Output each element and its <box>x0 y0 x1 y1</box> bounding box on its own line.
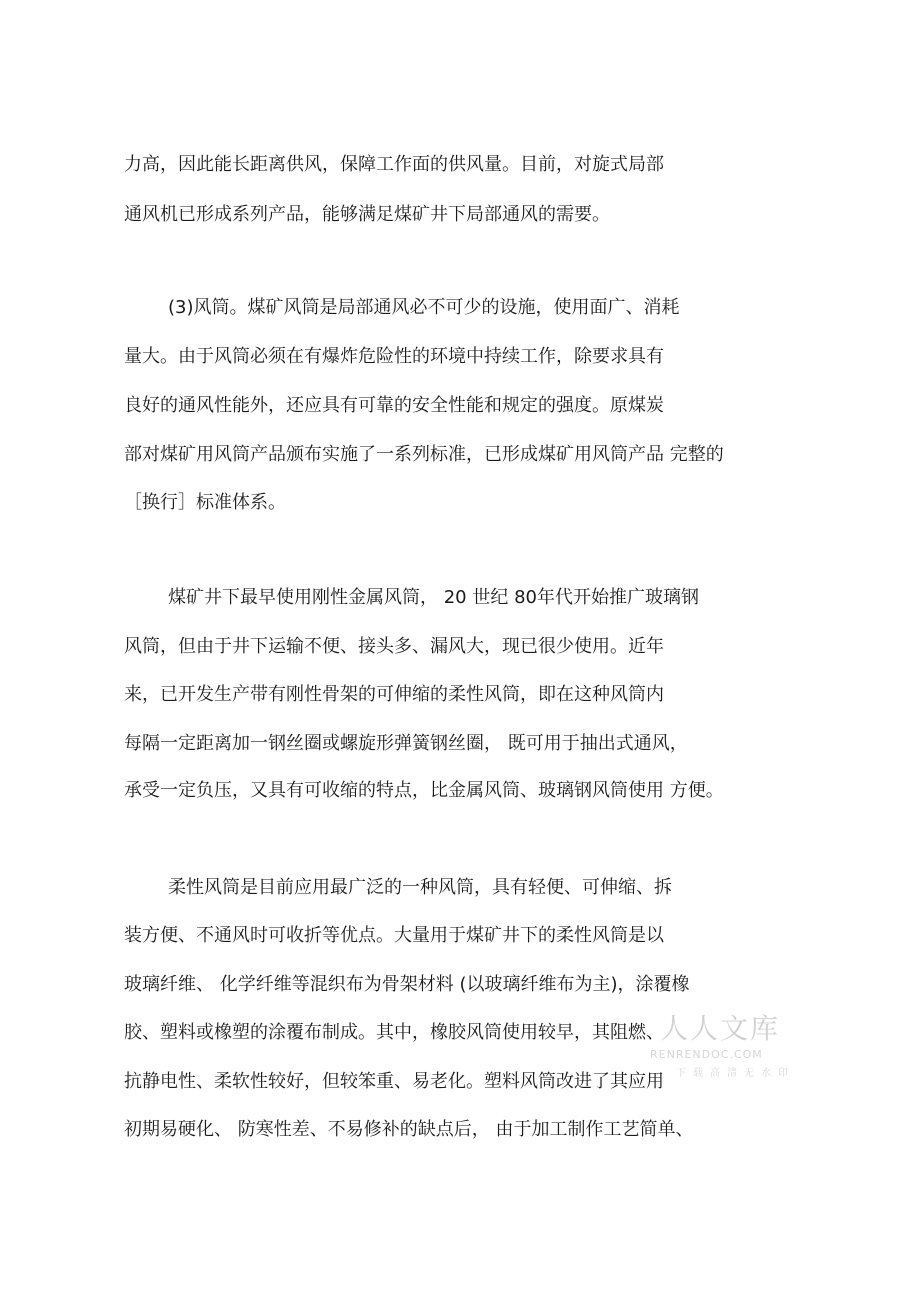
text-line: 良好的通风性能外，还应具有可靠的安全性能和规定的强度。原煤炭 <box>124 395 664 416</box>
watermark-domain: RENRENDOC.COM <box>650 1048 763 1061</box>
text-line: 柔性风筒是目前应用最广泛的一种风筒，具有轻便、可伸缩、拆 <box>168 877 672 898</box>
text-line: 量大。由于风筒必须在有爆炸危险性的环境中持续工作，除要求具有 <box>124 346 664 367</box>
text-line: 胶、塑料或橡塑的涂覆布制成。其中，橡胶风筒使用较早，其阻燃、 <box>124 1022 664 1043</box>
text-line: 煤矿井下最早使用刚性金属风筒， 20 世纪 80年代开始推广玻璃钢 <box>168 587 699 608</box>
text-line: 抗静电性、柔软性较好，但较笨重、易老化。塑料风筒改进了其应用 <box>124 1071 664 1092</box>
text-line: 来，已开发生产带有刚性骨架的可伸缩的柔性风筒，即在这种风筒内 <box>124 684 664 705</box>
text-line: 力高，因此能长距离供风，保障工作面的供风量。目前，对旋式局部 <box>124 154 664 175</box>
watermark-slogan: 下载高清无水印 <box>676 1068 795 1079</box>
watermark-title: 人人文库 <box>660 1012 781 1045</box>
text-line: ［换行］标准体系。 <box>124 492 286 513</box>
watermark <box>640 1012 795 1082</box>
text-line: 装方便、不通风时可收折等优点。大量用于煤矿井下的柔性风筒是以 <box>124 925 664 946</box>
text-line: 通风机已形成系列产品，能够满足煤矿井下局部通风的需要。 <box>124 204 610 225</box>
text-line: 承受一定负压，又具有可收缩的特点，比金属风筒、玻璃钢风筒使用 方便。 <box>124 780 724 801</box>
text-line: 玻璃纤维、 化学纤维等混织布为骨架材料 (以玻璃纤维布为主)，涂覆橡 <box>124 974 690 995</box>
text-line: 每隔一定距离加一钢丝圈或螺旋形弹簧钢丝圈， 既可用于抽出式通风， <box>124 733 688 754</box>
text-line: 部对煤矿用风筒产品颁布实施了一系列标准，已形成煤矿用风筒产品 完整的 <box>124 444 724 465</box>
text-line: (3)风筒。煤矿风筒是局部通风必不可少的设施，使用面广、消耗 <box>168 297 680 318</box>
text-line: 初期易硬化、 防寒性差、不易修补的缺点后， 由于加工制作工艺简单、 <box>124 1119 694 1140</box>
text-line: 风筒，但由于井下运输不便、接头多、漏风大，现已很少使用。近年 <box>124 636 664 657</box>
